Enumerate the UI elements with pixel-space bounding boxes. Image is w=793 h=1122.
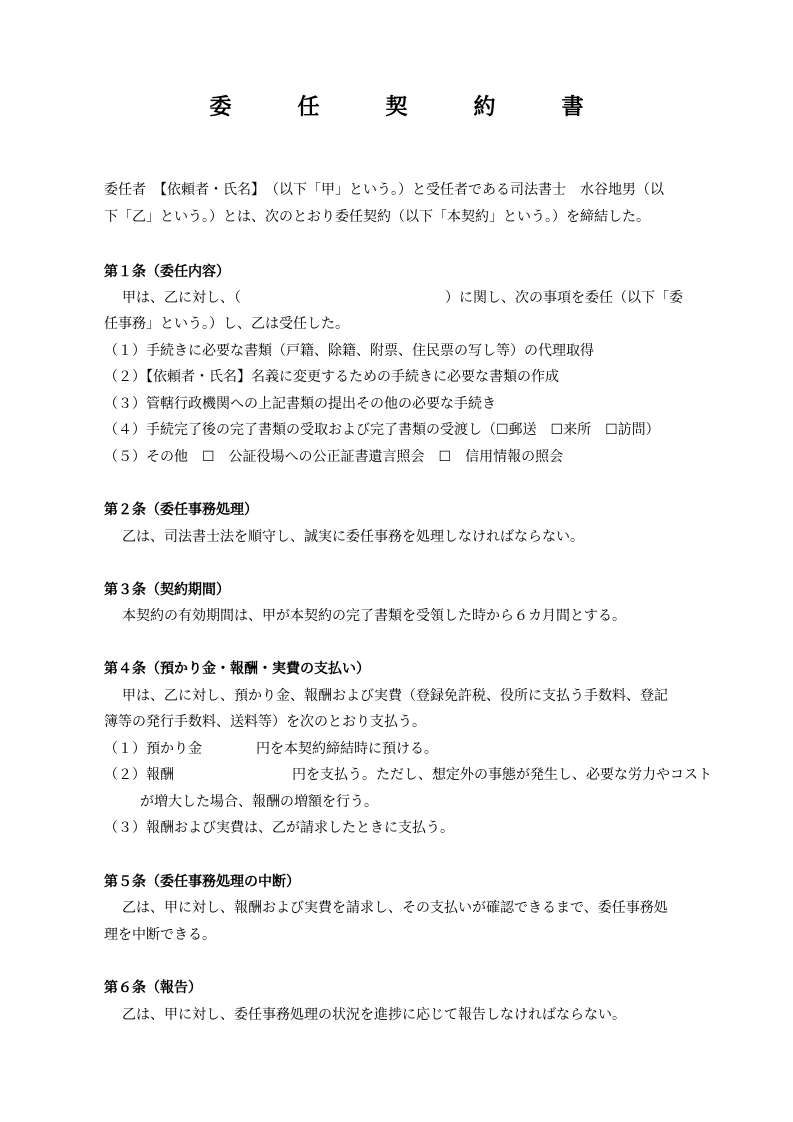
article-1-item-2: （２）【依頼者・氏名】名義に変更するための手続きに必要な書類の作成: [104, 369, 559, 385]
article-1-item-4: （４）手続完了後の完了書類の受取および完了書類の受渡し（☐郵送 ☐来所 ☐訪問）: [104, 422, 660, 438]
document-title: 委 任 契 約 書: [209, 95, 606, 120]
article-5-heading: 第５条（委任事務処理の中断）: [104, 874, 300, 890]
article-1-item-3: （３）管轄行政機関への上記書類の提出その他の必要な手続き: [104, 396, 496, 412]
article-2-heading: 第２条（委任事務処理）: [104, 502, 258, 518]
fee-text: 円を支払う。ただし、想定外の事態が発生し、必要な労力やコスト: [292, 767, 712, 783]
fee-label: （２）報酬: [104, 767, 174, 783]
article-3-heading: 第３条（契約期間）: [104, 582, 230, 598]
article-4-line-1: 甲は、乙に対し、預かり金、報酬および実費（登録免許税、役所に支払う手数料、登記: [122, 688, 668, 704]
article-5-line-2: 理を中断できる。: [104, 927, 216, 943]
article-4-item-1: [104, 739, 438, 759]
article-4-item-3: （３）報酬および実費は、乙が請求したときに支払う。: [104, 820, 454, 836]
article-5-line-1: 乙は、甲に対し、報酬および実費を請求し、その支払いが確認できるまで、委任事務処: [122, 900, 668, 916]
preamble-line-2: 下「乙」という。）とは、次のとおり委任契約（以下「本契約」という。）を締結した。: [104, 209, 650, 225]
article-1-item-1: （１）手続きに必要な書類（戸籍、除籍、附票、住民票の写し等）の代理取得: [104, 343, 594, 359]
article-1-heading: 第１条（委任内容）: [104, 264, 230, 280]
article-4-item-2: [104, 765, 712, 785]
article-4-line-2: 簿等の発行手数料、送料等）を次のとおり支払う。: [104, 714, 426, 730]
deposit-text: 円を本契約締結時に預ける。: [256, 741, 438, 757]
article-6-line-1: 乙は、甲に対し、委任事務処理の状況を進捗に応じて報告しなければならない。: [122, 1007, 626, 1023]
article-3-line-1: 本契約の有効期間は、甲が本契約の完了書類を受領した時から６カ月間とする。: [122, 608, 626, 624]
article-1-line-1-end: ）に関し、次の事項を委任（以下「委: [445, 290, 683, 306]
article-1-line-1-start: 甲は、乙に対し、（: [122, 290, 241, 306]
article-1-line-2: 任事務」という。）し、乙は受任した。: [104, 316, 349, 332]
deposit-label: （１）預かり金: [104, 741, 202, 757]
article-1-item-5: （５）その他 ☐ 公証役場への公正証書遺言照会 ☐ 信用情報の照会: [104, 449, 564, 465]
article-1-line-1: [122, 288, 683, 308]
article-4-heading: 第４条（預かり金・報酬・実費の支払い）: [104, 661, 370, 677]
article-2-line-1: 乙は、司法書士法を順守し、誠実に委任事務を処理しなければならない。: [122, 529, 584, 545]
article-6-heading: 第６条（報告）: [104, 980, 202, 996]
article-4-item-2-cont: が増大した場合、報酬の増額を行う。: [140, 794, 378, 810]
preamble-line-1: 委任者 【依頼者・氏名】 （以下「甲」という。）と受任者である司法書士 水谷地男（以: [104, 182, 664, 198]
